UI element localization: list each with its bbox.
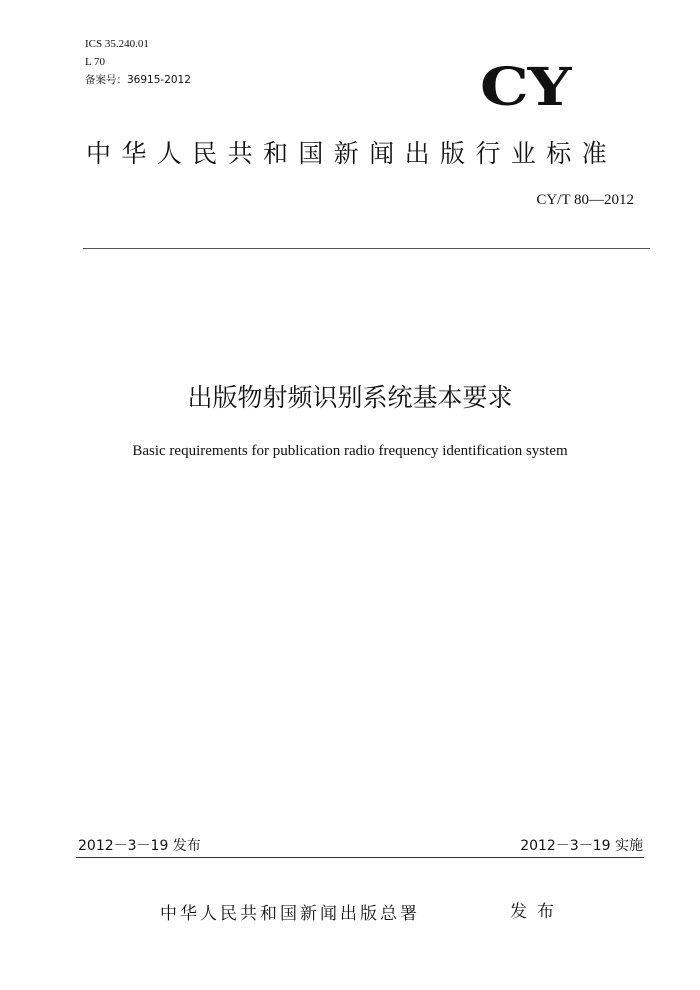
footer-divider xyxy=(76,857,644,858)
issue-date: 2012－3－19 发布 xyxy=(78,838,201,854)
publish-label: 发布 xyxy=(510,902,564,922)
header-divider xyxy=(83,248,650,249)
document-title-chinese: 出版物射频识别系统基本要求 xyxy=(187,383,513,412)
implementation-date: 2012－3－19 实施 xyxy=(520,838,643,854)
filing-number: 备案号：36915-2012 xyxy=(85,74,191,86)
standard-number: CY/T 80—2012 xyxy=(536,192,634,208)
organization-title: 中华人民共和国新闻出版行业标准 xyxy=(86,139,618,168)
document-title-english: Basic requirements for publication radio frequency identification system xyxy=(132,443,568,459)
classification-code: L 70 xyxy=(85,56,106,68)
publisher-name: 中华人民共和国新闻出版总署 xyxy=(160,904,420,924)
ics-code: ICS 35.240.01 xyxy=(85,38,149,50)
cy-logo: CY xyxy=(480,57,571,118)
